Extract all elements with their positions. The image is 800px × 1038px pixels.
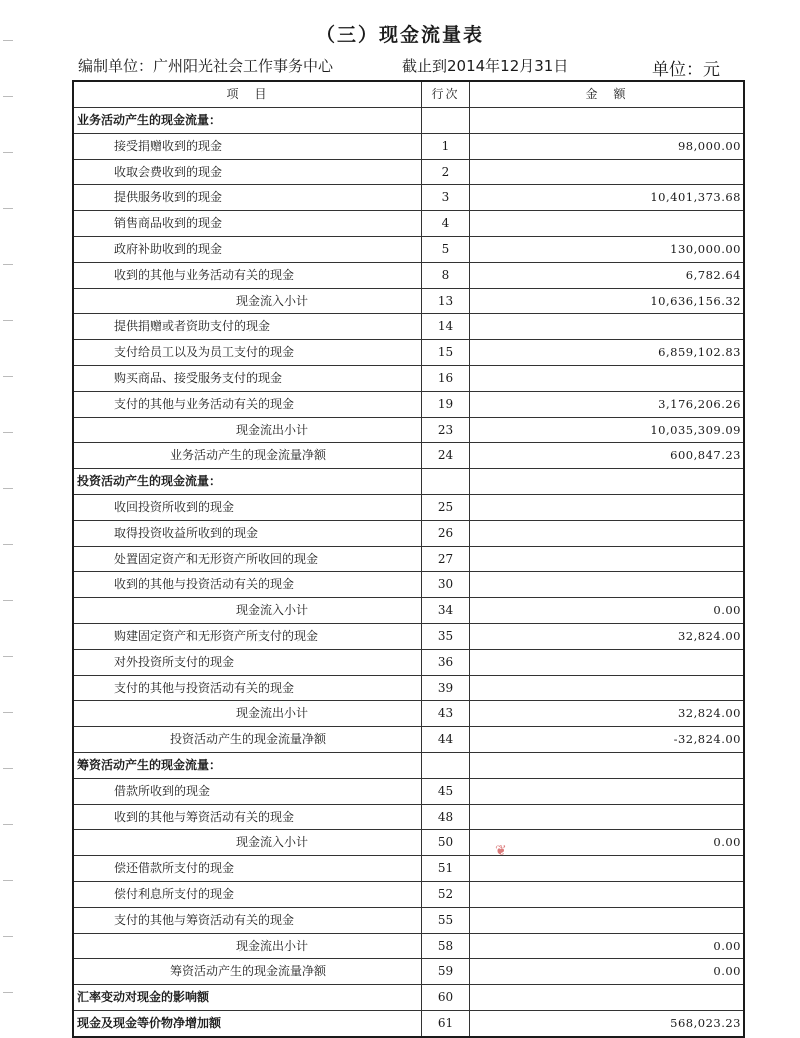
row-item: 收到的其他与业务活动有关的现金 xyxy=(74,263,422,288)
row-item: 收取会费收到的现金 xyxy=(74,160,422,185)
table-row xyxy=(74,598,743,624)
row-item: 投资活动产生的现金流量净额 xyxy=(74,727,422,752)
table-row xyxy=(74,263,743,289)
row-amount xyxy=(470,805,743,830)
table-row xyxy=(74,985,743,1011)
table-row xyxy=(74,934,743,960)
row-line-number: 27 xyxy=(422,547,470,572)
row-item: 购买商品、接受服务支付的现金 xyxy=(74,366,422,391)
row-amount xyxy=(470,108,743,133)
row-line-number: 35 xyxy=(422,624,470,649)
row-amount: 10,401,373.68 xyxy=(650,190,741,205)
table-row xyxy=(74,289,743,315)
row-line-number: 52 xyxy=(422,882,470,907)
row-amount xyxy=(470,160,743,185)
row-line-number: 45 xyxy=(422,779,470,804)
row-amount: 10,636,156.32 xyxy=(650,293,741,308)
row-amount: 6,859,102.83 xyxy=(658,345,741,360)
row-amount xyxy=(470,753,743,778)
row-item: 现金流出小计 xyxy=(74,701,422,726)
row-item: 筹资活动产生的现金流量净额 xyxy=(74,959,422,984)
unit-name: 编制单位：广州阳光社会工作事务中心 xyxy=(78,57,334,75)
margin-tick xyxy=(3,880,13,881)
row-item: 处置固定资产和无形资产所收回的现金 xyxy=(74,547,422,572)
margin-tick xyxy=(3,712,13,713)
row-amount xyxy=(470,676,743,701)
table-row xyxy=(74,805,743,831)
row-line-number: 39 xyxy=(422,676,470,701)
row-amount xyxy=(470,650,743,675)
report-date: 截止到2014年12月31日 xyxy=(402,57,569,75)
table-row xyxy=(74,753,743,779)
row-line-number: 16 xyxy=(422,366,470,391)
margin-tick xyxy=(3,656,13,657)
margin-tick xyxy=(3,768,13,769)
table-row xyxy=(74,418,743,444)
row-line-number xyxy=(422,469,470,494)
table-row xyxy=(74,650,743,676)
row-amount: 6,782.64 xyxy=(685,267,741,282)
row-line-number xyxy=(422,108,470,133)
table-row xyxy=(74,727,743,753)
row-item: 偿付利息所支付的现金 xyxy=(74,882,422,907)
margin-tick xyxy=(3,432,13,433)
row-item: 销售商品收到的现金 xyxy=(74,211,422,236)
currency-unit: 单位：元 xyxy=(652,60,720,80)
row-item: 支付的其他与筹资活动有关的现金 xyxy=(74,908,422,933)
table-row xyxy=(74,314,743,340)
row-amount: 0.00 xyxy=(713,964,741,979)
table-body xyxy=(74,108,743,1036)
row-item: 支付的其他与投资活动有关的现金 xyxy=(74,676,422,701)
table-row xyxy=(74,160,743,186)
page-title: （三）现金流量表 xyxy=(315,24,484,46)
row-item: 业务活动产生的现金流量净额 xyxy=(74,443,422,468)
table-row xyxy=(74,392,743,418)
row-amount xyxy=(470,572,743,597)
table-row xyxy=(74,134,743,160)
margin-tick xyxy=(3,544,13,545)
row-item: 偿还借款所支付的现金 xyxy=(74,856,422,881)
row-line-number: 58 xyxy=(422,934,470,959)
table-row xyxy=(74,366,743,392)
row-line-number xyxy=(422,753,470,778)
row-amount: -32,824.00 xyxy=(673,732,741,747)
row-line-number: 60 xyxy=(422,985,470,1010)
row-amount: 0.00 xyxy=(713,603,741,618)
margin-tick xyxy=(3,936,13,937)
row-line-number: 25 xyxy=(422,495,470,520)
row-line-number: 43 xyxy=(422,701,470,726)
table-row xyxy=(74,856,743,882)
table-row xyxy=(74,211,743,237)
row-amount xyxy=(470,985,743,1010)
binding-margin xyxy=(3,40,15,1020)
row-item: 购建固定资产和无形资产所支付的现金 xyxy=(74,624,422,649)
row-amount xyxy=(470,779,743,804)
row-amount xyxy=(470,211,743,236)
row-item: 收回投资所收到的现金 xyxy=(74,495,422,520)
row-item: 业务活动产生的现金流量： xyxy=(74,108,422,133)
margin-tick xyxy=(3,96,13,97)
row-line-number: 24 xyxy=(422,443,470,468)
row-line-number: 5 xyxy=(422,237,470,262)
table-row xyxy=(74,908,743,934)
table-row xyxy=(74,701,743,727)
row-item: 投资活动产生的现金流量： xyxy=(74,469,422,494)
row-line-number: 26 xyxy=(422,521,470,546)
red-ink-mark: ❦ xyxy=(495,843,507,859)
header-amount: 金 额 xyxy=(585,87,628,101)
row-item: 现金及现金等价物净增加额 xyxy=(74,1011,422,1036)
row-item: 对外投资所支付的现金 xyxy=(74,650,422,675)
row-item: 接受捐赠收到的现金 xyxy=(74,134,422,159)
row-line-number: 2 xyxy=(422,160,470,185)
row-line-number: 51 xyxy=(422,856,470,881)
row-item: 支付的其他与业务活动有关的现金 xyxy=(74,392,422,417)
row-amount: 32,824.00 xyxy=(677,706,741,721)
row-amount xyxy=(470,521,743,546)
table-row xyxy=(74,443,743,469)
header-item: 项 目 xyxy=(74,82,422,107)
margin-tick xyxy=(3,264,13,265)
row-amount xyxy=(470,495,743,520)
margin-tick xyxy=(3,152,13,153)
table-row xyxy=(74,882,743,908)
row-amount xyxy=(470,908,743,933)
row-amount: 3,176,206.26 xyxy=(658,396,741,411)
row-item: 取得投资收益所收到的现金 xyxy=(74,521,422,546)
table-row xyxy=(74,547,743,573)
row-line-number: 61 xyxy=(422,1011,470,1036)
table-row xyxy=(74,1011,743,1036)
row-line-number: 48 xyxy=(422,805,470,830)
row-item: 现金流出小计 xyxy=(74,934,422,959)
row-line-number: 50 xyxy=(422,830,470,855)
row-amount: 32,824.00 xyxy=(677,628,741,643)
table-row xyxy=(74,469,743,495)
row-amount: 10,035,309.09 xyxy=(650,422,741,437)
table-row xyxy=(74,676,743,702)
cash-flow-table xyxy=(72,80,745,1038)
row-item: 收到的其他与投资活动有关的现金 xyxy=(74,572,422,597)
row-item: 现金流入小计 xyxy=(74,598,422,623)
table-row xyxy=(74,572,743,598)
row-line-number: 13 xyxy=(422,289,470,314)
row-line-number: 4 xyxy=(422,211,470,236)
margin-tick xyxy=(3,376,13,377)
table-row xyxy=(74,340,743,366)
row-line-number: 36 xyxy=(422,650,470,675)
row-line-number: 8 xyxy=(422,263,470,288)
row-line-number: 44 xyxy=(422,727,470,752)
margin-tick xyxy=(3,488,13,489)
margin-tick xyxy=(3,208,13,209)
margin-tick xyxy=(3,320,13,321)
table-row xyxy=(74,959,743,985)
row-amount: 0.00 xyxy=(713,938,741,953)
row-amount xyxy=(470,366,743,391)
row-line-number: 34 xyxy=(422,598,470,623)
row-amount: 600,847.23 xyxy=(670,448,741,463)
table-row xyxy=(74,624,743,650)
table-row xyxy=(74,185,743,211)
row-line-number: 55 xyxy=(422,908,470,933)
row-line-number: 30 xyxy=(422,572,470,597)
table-row xyxy=(74,495,743,521)
row-line-number: 15 xyxy=(422,340,470,365)
margin-tick xyxy=(3,600,13,601)
row-item: 汇率变动对现金的影响额 xyxy=(74,985,422,1010)
row-amount: 0.00 xyxy=(713,835,741,850)
header-line: 行次 xyxy=(422,82,470,107)
row-item: 政府补助收到的现金 xyxy=(74,237,422,262)
row-item: 提供捐赠或者资助支付的现金 xyxy=(74,314,422,339)
row-item: 现金流入小计 xyxy=(74,289,422,314)
row-item: 现金流入小计 xyxy=(74,830,422,855)
row-line-number: 1 xyxy=(422,134,470,159)
margin-tick xyxy=(3,824,13,825)
table-row xyxy=(74,779,743,805)
row-amount: 98,000.00 xyxy=(677,138,741,153)
table-row xyxy=(74,830,743,856)
margin-tick xyxy=(3,992,13,993)
row-line-number: 14 xyxy=(422,314,470,339)
row-amount xyxy=(470,547,743,572)
row-item: 筹资活动产生的现金流量： xyxy=(74,753,422,778)
row-line-number: 59 xyxy=(422,959,470,984)
table-header xyxy=(74,82,743,108)
row-amount xyxy=(470,314,743,339)
row-line-number: 19 xyxy=(422,392,470,417)
row-item: 收到的其他与筹资活动有关的现金 xyxy=(74,805,422,830)
row-item: 借款所收到的现金 xyxy=(74,779,422,804)
row-line-number: 3 xyxy=(422,185,470,210)
row-amount xyxy=(470,469,743,494)
row-item: 现金流出小计 xyxy=(74,418,422,443)
row-amount: 568,023.23 xyxy=(670,1015,741,1030)
row-item: 支付给员工以及为员工支付的现金 xyxy=(74,340,422,365)
row-amount xyxy=(470,882,743,907)
table-row xyxy=(74,108,743,134)
row-item: 提供服务收到的现金 xyxy=(74,185,422,210)
row-line-number: 23 xyxy=(422,418,470,443)
row-amount: 130,000.00 xyxy=(670,241,741,256)
table-row xyxy=(74,237,743,263)
table-row xyxy=(74,521,743,547)
